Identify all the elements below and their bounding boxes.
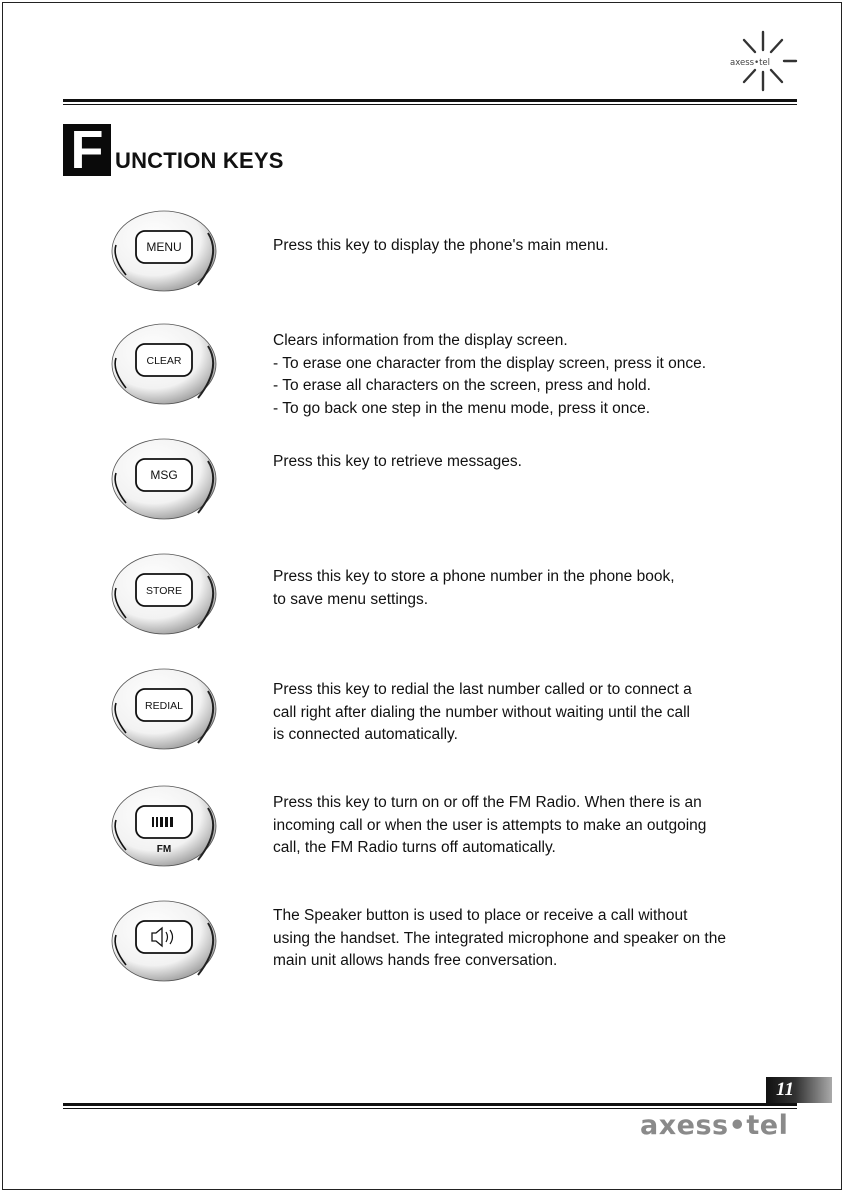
description-line: main unit allows hands free conversation. xyxy=(273,952,558,969)
footer-rule-thin xyxy=(63,1108,797,1109)
description-line: Press this key to turn on or off the FM Radio. When there is an xyxy=(273,794,702,811)
key-description xyxy=(273,566,783,611)
description-line: using the handset. The integrated microphone and speaker on the xyxy=(273,929,726,947)
key-label: STORE xyxy=(146,585,182,597)
function-key-row xyxy=(100,895,780,995)
logo-text: axess•tel xyxy=(730,58,771,68)
axesstel-starburst-logo xyxy=(728,28,798,94)
description-line: call right after dialing the number without waiting until the call xyxy=(273,703,691,721)
description-line: Press this key to redial the last number called or to connect a xyxy=(273,681,692,698)
page-number: 11 xyxy=(776,1079,794,1100)
page-number-badge xyxy=(766,1077,832,1103)
key-label: CLEAR xyxy=(146,355,182,367)
description-line: - To go back one step in the menu mode, press it once. xyxy=(273,399,651,417)
description-line: Press this key to display the phone's main menu. xyxy=(273,237,609,254)
description-line: is connected automatically. xyxy=(273,726,458,743)
description-line: - To erase all characters on the screen, press and hold. xyxy=(273,377,651,394)
redial-key-icon xyxy=(106,663,220,753)
msg-key-icon xyxy=(106,433,220,523)
description-line: incoming call or when the user is attempts to make an outgoing xyxy=(273,816,707,834)
store-key-icon xyxy=(106,548,220,638)
key-description xyxy=(273,905,783,973)
function-key-row xyxy=(100,205,780,305)
key-label: MSG xyxy=(150,468,178,482)
footer-rule-thick xyxy=(63,1103,797,1106)
key-label: FM xyxy=(156,844,172,855)
key-label: REDIAL xyxy=(145,700,183,712)
title-text: UNCTION KEYS xyxy=(115,148,284,173)
function-key-row xyxy=(100,663,780,763)
description-line: - To erase one character from the display screen, press it once. xyxy=(273,354,707,372)
menu-key-icon xyxy=(106,205,220,295)
section-title xyxy=(63,120,284,180)
description-line: Clears information from the display screen. xyxy=(273,332,568,349)
function-key-row xyxy=(100,780,780,880)
description-line: Press this key to store a phone number in the phone book, xyxy=(273,568,675,585)
key-description xyxy=(273,792,783,860)
fm-radio-key-icon xyxy=(106,780,220,870)
key-description xyxy=(273,679,783,747)
key-label: MENU xyxy=(146,240,182,254)
description-line: to save menu settings. xyxy=(273,590,429,608)
header-rule-thick xyxy=(63,99,797,102)
description-line: call, the FM Radio turns off automatically. xyxy=(273,839,556,856)
title-initial: F xyxy=(63,124,111,176)
speaker-key-icon xyxy=(106,895,220,985)
key-description xyxy=(273,330,783,420)
footer-brand-logo: axess•tel xyxy=(640,1110,789,1141)
key-description xyxy=(273,235,783,258)
function-key-row xyxy=(100,318,780,418)
description-line: Press this key to retrieve messages. xyxy=(273,453,522,470)
function-key-row xyxy=(100,433,780,533)
clear-key-icon xyxy=(106,318,220,408)
key-description xyxy=(273,451,783,474)
description-line: The Speaker button is used to place or receive a call without xyxy=(273,907,688,924)
function-key-row xyxy=(100,548,780,648)
header-rule-thin xyxy=(63,104,797,105)
